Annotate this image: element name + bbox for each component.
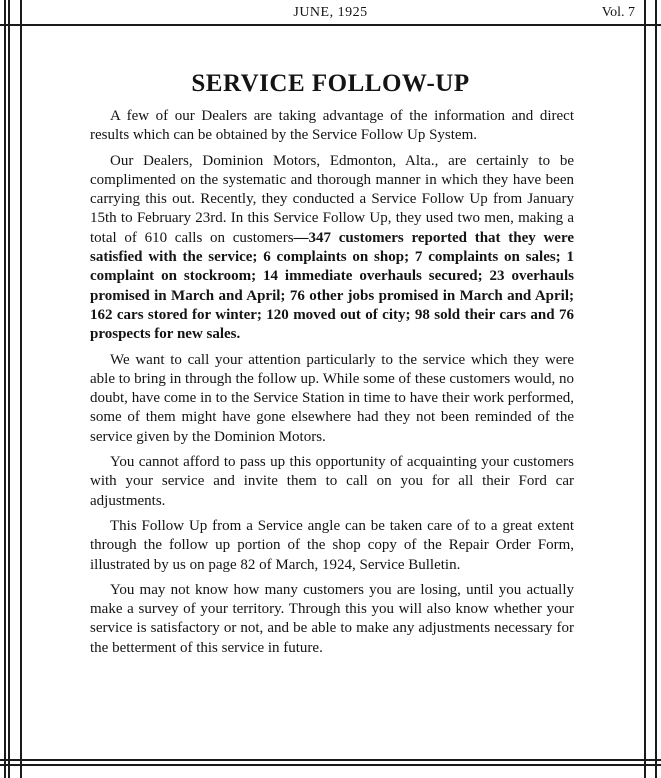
paragraph (90, 581, 574, 658)
results-summary-bold: —347 customers reported that they were satisfied with the service; 6 complaints on shop; 7 complaints on sales; 1 complaint on stockroom; 14 immediate overhauls secured; 23 overhauls promised in March and April; 76 other jobs promised in March and April; 162 cars stored for winter; 120 moved out of city; 98 sold their cars and 76 prospects for new sales. (90, 229, 574, 343)
paragraph-text: You may not know how many customers you are losing, until you actually make a survey of your territory. Through this you will also know whether your service is satisfactory or not, and be able to make any adjustments necessary for the betterment of this service in future. (90, 581, 574, 656)
paragraph (90, 351, 574, 447)
paragraph-text: You cannot afford to pass up this opportunity of acquainting your customers with your service and invite them to call on you for all their Ford car adjustments. (90, 454, 574, 509)
right-border-rule (655, 0, 657, 778)
article-body (90, 107, 574, 664)
volume-number: Vol. 7 (601, 5, 635, 20)
footer-rule-top (0, 759, 661, 761)
paragraph (90, 517, 574, 575)
paragraph (90, 453, 574, 511)
article-title: SERVICE FOLLOW-UP (191, 70, 470, 97)
issue-date: JUNE, 1925 (293, 5, 368, 20)
footer-rule-bottom (0, 764, 661, 766)
left-border-rule-inner (8, 0, 10, 778)
header-rule (0, 24, 661, 26)
paragraph (90, 107, 574, 146)
paragraph-text: Our Dealers, Dominion Motors, Edmonton, Alta., are certainly to be complimented on the systematic and thorough manner in which they have been carrying this out. Recently, they conducted a Service Follow Up from January 15th to February 23rd. In this Service Follow Up, they used two men, making a total of 610 calls on customers (90, 152, 574, 246)
paragraph-text: We want to call your attention particularly to the service which they were able to bring in through the follow up. While some of these customers would, no doubt, have come in to the Service Station in time to have their work performed, some of them might have gone elsewhere had they not been reminded of the service given by the Dominion Motors. (90, 351, 574, 445)
paragraph-text: This Follow Up from a Service angle can be taken care of to a great extent through the follow up portion of the shop copy of the Repair Order Form, illustrated by us on page 82 of March, 1924, Service Bulletin. (90, 517, 574, 573)
right-column-rule (644, 0, 646, 778)
paragraph-text: A few of our Dealers are taking advantage of the information and direct results which can be obtained by the Service Follow Up System. (90, 108, 574, 144)
paragraph (90, 152, 574, 345)
left-column-rule (20, 0, 22, 778)
left-border-rule (4, 0, 6, 778)
